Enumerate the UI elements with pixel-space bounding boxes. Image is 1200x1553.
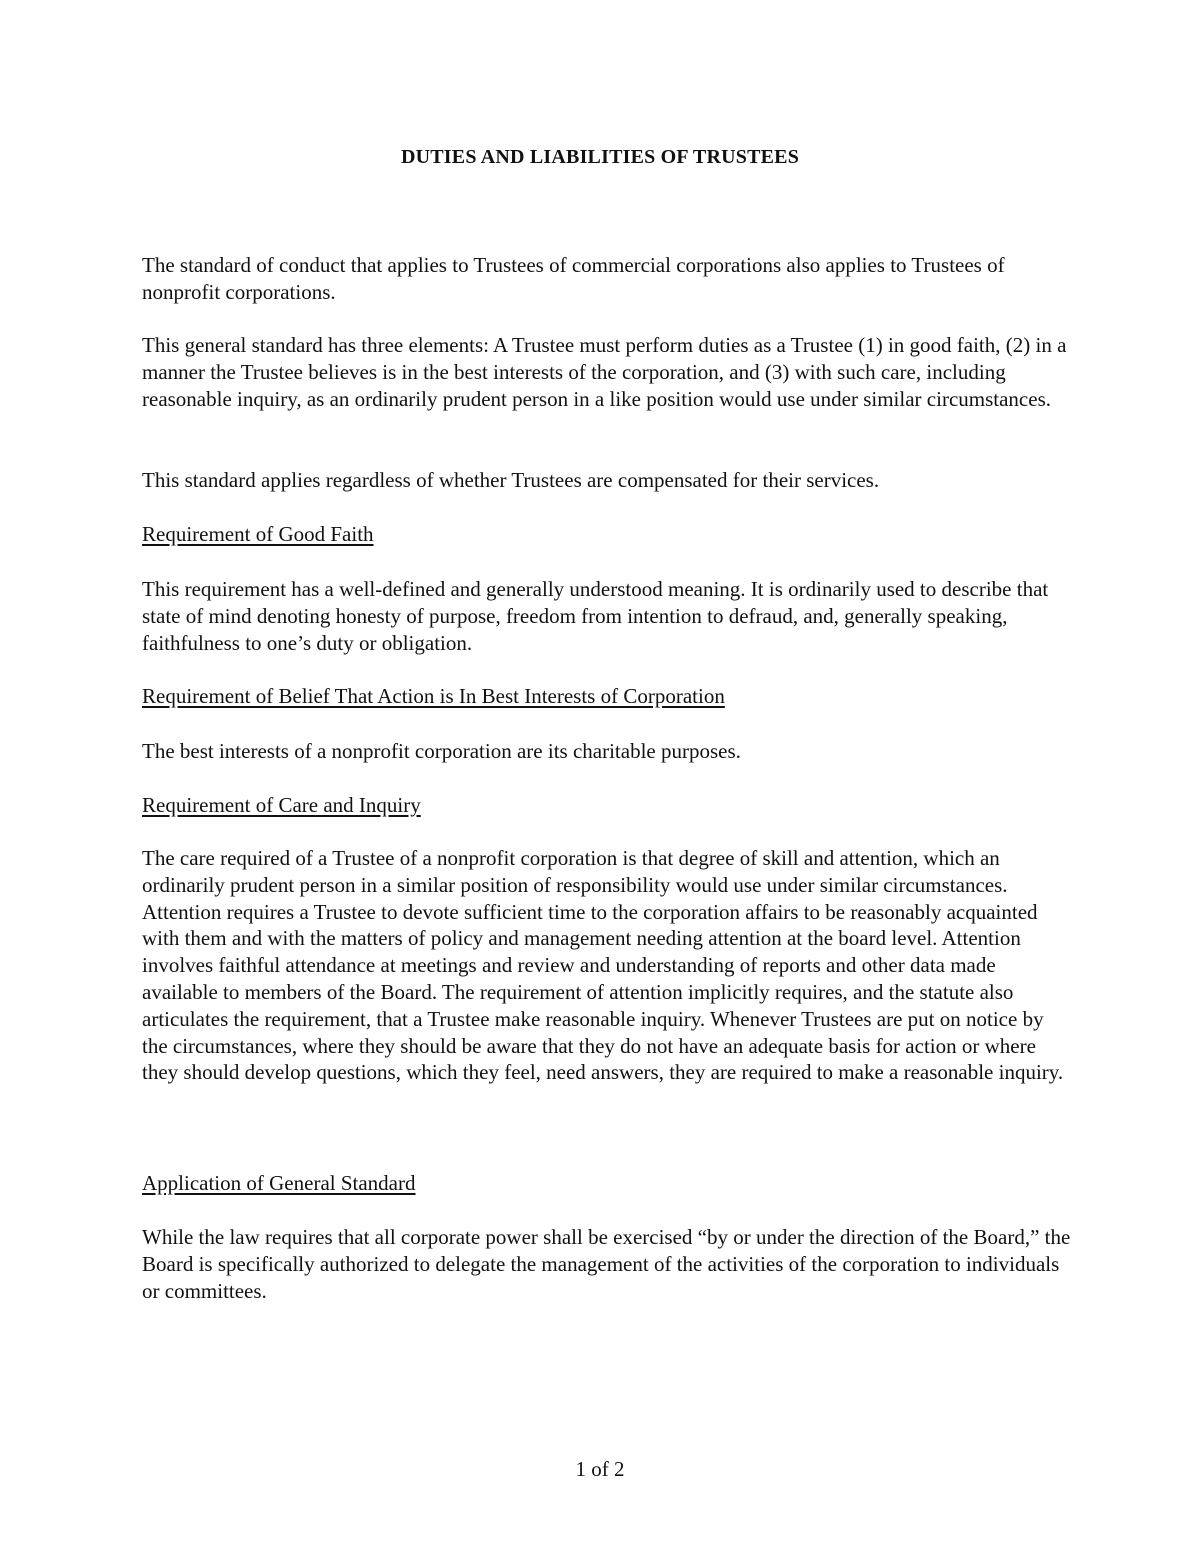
section-text-best-interests: The best interests of a nonprofit corporation are its charitable purposes.: [142, 739, 741, 763]
section-text-general-standard: While the law requires that all corporate power shall be exercised “by or under the direction of the Board,” the Board is specifically authorized to delegate the management of the activities of the corporation to individuals or committees.: [142, 1225, 1071, 1303]
section-heading-best-interests: Requirement of Belief That Action is In Best Interests of Corporation: [142, 684, 725, 708]
section-text-care-inquiry: The care required of a Trustee of a nonprofit corporation is that degree of skill and attention, which an ordinarily prudent person in a similar position of responsibility would use under similar circumstances. Attention requires a Trustee to devote sufficient time to the corporation affairs to be reasonably acquainted with them and with the matters of policy and management needing attention at the board level. Attention involves faithful attendance at meetings and review and understanding of reports and other data made available to members of the Board. The requirement of attention implicitly requires, and the statute also articulates the requirement, that a Trustee make reasonable inquiry. Whenever Trustees are put on notice by the circumstances, where they should be aware that they do not have an adequate basis for action or where they should develop questions, which they feel, need answers, they are required to make a reasonable inquiry.: [142, 846, 1064, 1085]
intro-paragraph-2: This general standard has three elements: A Trustee must perform duties as a Trustee (1) in good faith, (2) in a manner the Trustee believes is in the best interests of the corporation, and (3) with such care, including reasonable inquiry, as an ordinarily prudent person in a like position would use under similar circumstances.: [142, 333, 1067, 411]
section-heading-good-faith: Requirement of Good Faith: [142, 522, 374, 546]
intro-paragraph-1: The standard of conduct that applies to Trustees of commercial corporations also applies to Trustees of nonprofit corporations.: [142, 253, 1005, 304]
page-number: 1 of 2: [575, 1457, 625, 1481]
section-text-good-faith: This requirement has a well-defined and generally understood meaning. It is ordinarily used to describe that state of mind denoting honesty of purpose, freedom from intention to defraud, and, generally speaking, faithfulness to one’s duty or obligation.: [142, 577, 1049, 655]
intro-paragraph-3: This standard applies regardless of whether Trustees are compensated for their services.: [142, 468, 880, 492]
section-heading-general-standard: Application of General Standard: [142, 1171, 416, 1195]
document-title: DUTIES AND LIABILITIES OF TRUSTEES: [400, 146, 800, 168]
section-heading-care-inquiry: Requirement of Care and Inquiry: [142, 793, 421, 817]
